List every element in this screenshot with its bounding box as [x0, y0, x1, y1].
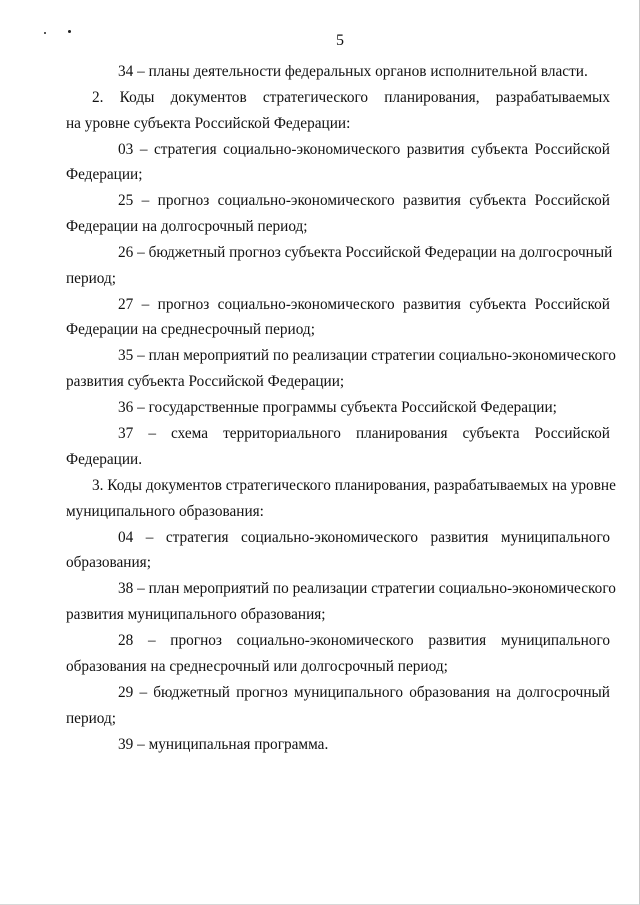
text-line: 28 – прогноз социально-экономического развития муниципального: [118, 632, 610, 649]
text-line: 04 – стратегия социально-экономического развития муниципального: [118, 529, 610, 546]
text-line: 27 – прогноз социально-экономического развития субъекта Российской: [118, 296, 610, 313]
text-line: Федерации на долгосрочный период;: [66, 218, 308, 235]
text-line: 29 – бюджетный прогноз муниципального образования на долгосрочный: [118, 684, 610, 701]
text-line: 39 – муниципальная программа.: [118, 736, 329, 753]
text-line: развития муниципального образования;: [66, 606, 326, 623]
text-line: развития субъекта Российской Федерации;: [66, 373, 345, 390]
text-line: 35 – план мероприятий по реализации стратегии социально-экономического: [118, 347, 616, 364]
text-line: 2. Коды документов стратегического планирования, разрабатываемых: [92, 89, 610, 106]
text-line: Федерации;: [66, 166, 143, 183]
text-line: муниципального образования:: [66, 503, 264, 520]
page-number: 5: [336, 32, 344, 49]
text-line: образования;: [66, 554, 151, 571]
text-line: 36 – государственные программы субъекта Российской Федерации;: [118, 399, 557, 416]
text-line: 25 – прогноз социально-экономического развития субъекта Российской: [118, 192, 610, 209]
text-line: образования на среднесрочный или долгосрочный период;: [66, 658, 448, 675]
text-line: период;: [66, 710, 117, 727]
text-line: 26 – бюджетный прогноз субъекта Российской Федерации на долгосрочный: [118, 244, 613, 261]
text-line: 37 – схема территориального планирования субъекта Российской: [118, 425, 610, 442]
text-line: Федерации на среднесрочный период;: [66, 321, 315, 338]
text-line: 3. Коды документов стратегического планирования, разрабатываемых на уровне: [92, 477, 616, 494]
text-line: период;: [66, 270, 117, 287]
text-line: Федерации.: [66, 451, 143, 468]
text-line: 03 – стратегия социально-экономического развития субъекта Российской: [118, 141, 610, 158]
text-line: 34 – планы деятельности федеральных органов исполнительной власти.: [118, 63, 588, 80]
text-line: 38 – план мероприятий по реализации стратегии социально-экономического: [118, 580, 616, 597]
text-line: на уровне субъекта Российской Федерации:: [66, 115, 351, 132]
